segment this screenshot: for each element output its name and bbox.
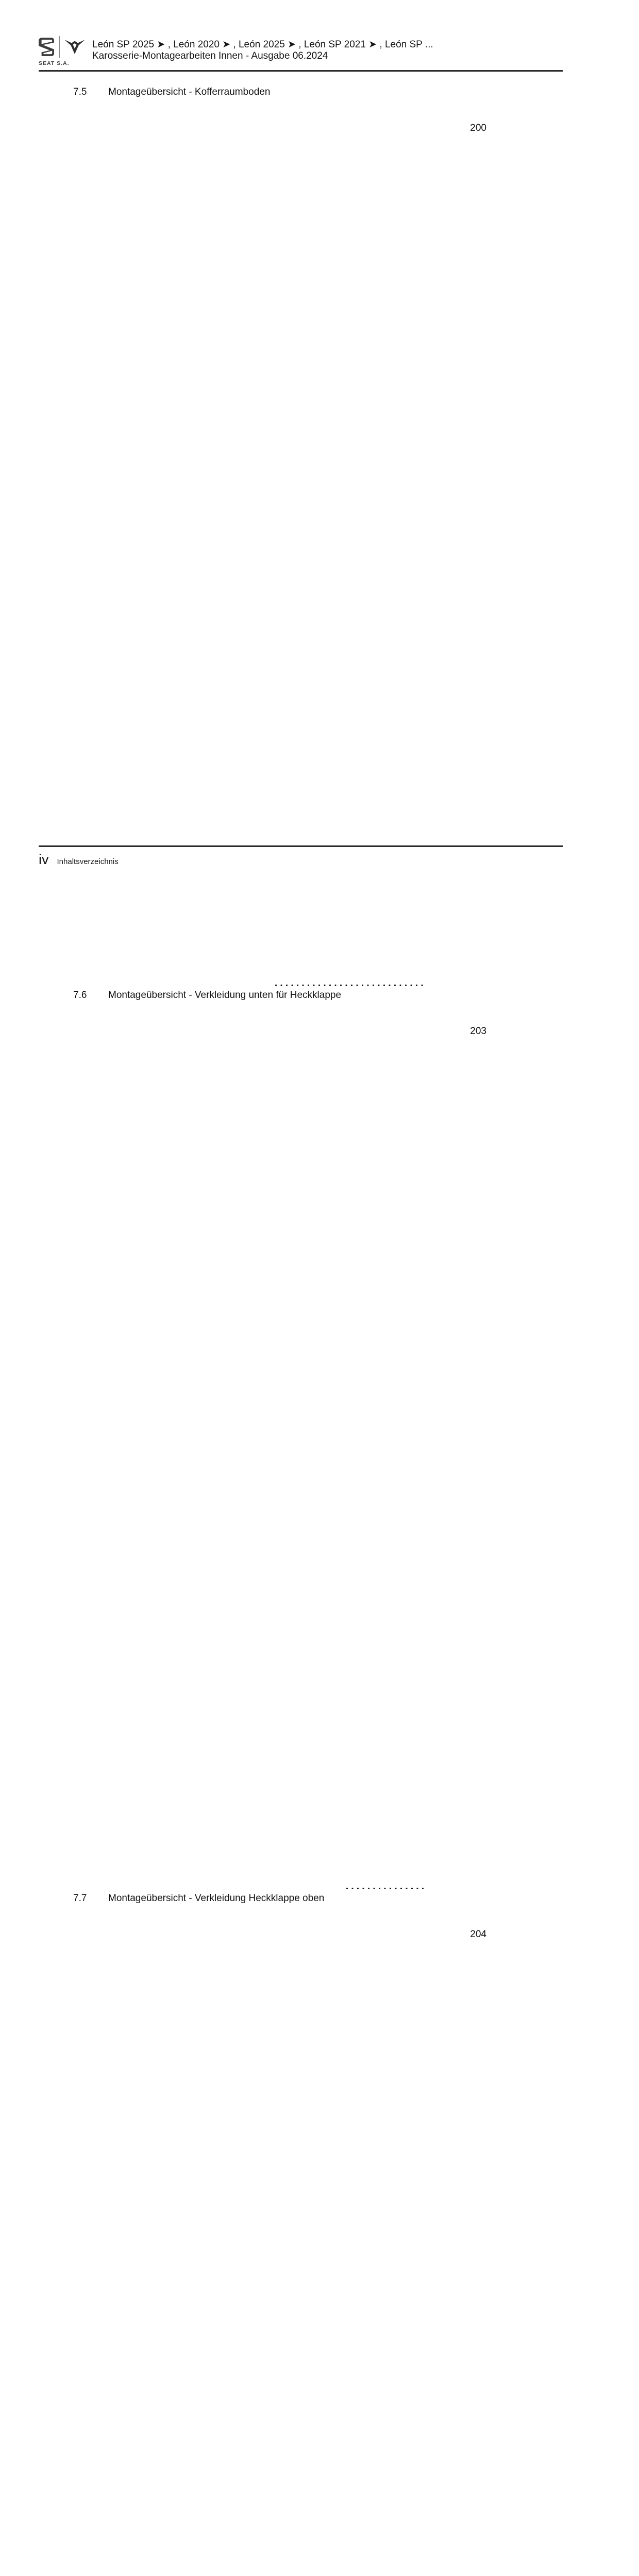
toc-entry-number: 7.6 — [73, 990, 87, 1001]
toc-entry-page: 200 — [470, 123, 486, 133]
cupra-logo-icon — [64, 39, 85, 55]
page-footer — [39, 845, 563, 867]
toc-entry-page: 203 — [470, 1026, 486, 1037]
header-text — [92, 36, 433, 62]
footer-line — [39, 852, 563, 867]
toc-entry-page: 204 — [470, 1929, 486, 1940]
logo-divider — [59, 36, 60, 58]
brand-logos — [39, 36, 85, 58]
toc-leader-dots — [275, 985, 425, 986]
footer-rule — [39, 845, 563, 847]
toc-entry-title: Montageübersicht - Verkleidung unten für Heckklappe — [108, 990, 342, 1001]
toc-entry-title: Montageübersicht - Verkleidung Heckklappe oben — [108, 1893, 325, 1904]
footer-section-label: Inhaltsverzeichnis — [57, 857, 119, 866]
header-rule — [39, 70, 563, 72]
toc-entry-title: Montageübersicht - Kofferraumboden — [108, 87, 271, 97]
toc-leader-dots — [346, 1888, 425, 1889]
page-header — [39, 36, 563, 66]
seat-logo-icon — [39, 38, 54, 56]
header-models-line: León SP 2025 ➤ , León 2020 ➤ , León 2025 ➤ , León SP 2021 ➤ , León SP ... — [92, 39, 433, 50]
toc-entry-number: 7.5 — [73, 87, 87, 97]
brand-company: SEAT S.A. — [39, 60, 70, 66]
brand-block — [39, 36, 86, 66]
toc-entry-number: 7.7 — [73, 1893, 87, 1904]
footer-page-label: iv — [39, 852, 49, 867]
toc-row — [39, 1892, 563, 2576]
toc-row — [39, 989, 563, 1892]
toc-list — [39, 86, 563, 2576]
header-subtitle-line: Karosserie-Montagearbeiten Innen - Ausgabe 06.2024 — [92, 50, 328, 61]
